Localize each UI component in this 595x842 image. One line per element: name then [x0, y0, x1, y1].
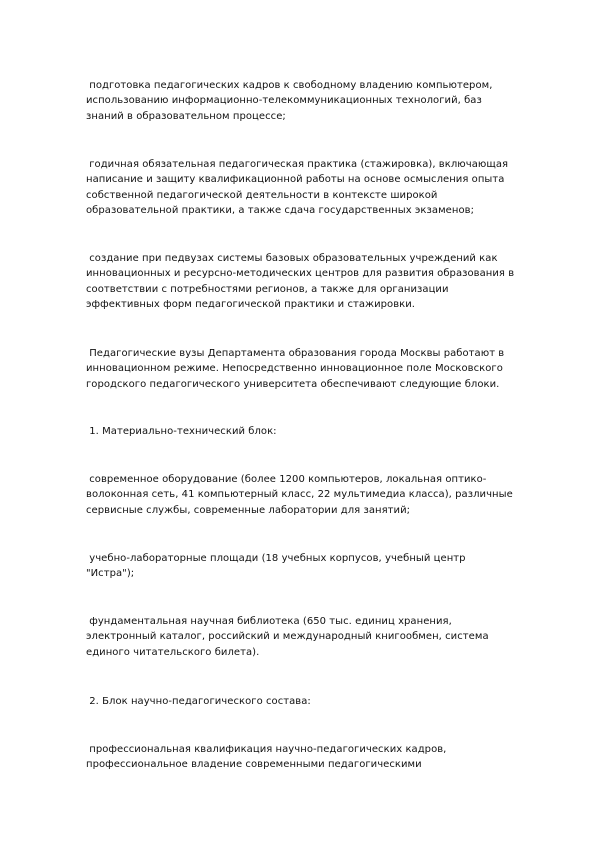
- heading-material-technical-block: 1. Материально-технический блок:: [86, 426, 277, 437]
- paragraph-computer-training: подготовка педагогических кадров к свободному владению компьютером, использованию информационно-телекоммуникационных технологий, баз знаний в образовательном процессе;: [86, 80, 493, 122]
- paragraph-moscow-universities: Педагогические вузы Департамента образования города Москвы работают в инновационном режиме. Непосредственно инновационное поле Московского городского педагогического университета обеспечивают следующие блоки.: [86, 348, 505, 390]
- heading-academic-staff-block: 2. Блок научно-педагогического состава:: [86, 696, 311, 707]
- paragraph-modern-equipment: современное оборудование (более 1200 компьютеров, локальная оптико- волоконная сеть, 41 компьютерный класс, 22 мультимедиа класса), различные сервисные службы, современные лаборатории для занятий;: [86, 474, 513, 516]
- paragraph-lab-facilities: учебно-лабораторные площади (18 учебных корпусов, учебный центр "Истра");: [86, 553, 466, 580]
- paragraph-library: фундаментальная научная библиотека (650 тыс. единиц хранения, электронный каталог, российский и международный книгообмен, система единого читательского билета).: [86, 616, 489, 658]
- paragraph-staff-qualification: профессиональная квалификация научно-педагогических кадров, профессиональное владение современными педагогическими: [86, 744, 447, 771]
- paragraph-base-institutions: создание при педвузах системы базовых образовательных учреждений как инновационных и ресурсно-методических центров для развития образования в соответствии с потребностями регионов, а также для организации эффективных форм педагогической практики и стажировки.: [86, 253, 515, 311]
- paragraph-pedagogical-practice: годичная обязательная педагогическая практика (стажировка), включающая написание и защиту квалификационной работы на основе осмысления опыта собственной педагогической деятельности в контексте широкой образовательной практики, а также сдача государственных экзаменов;: [86, 159, 509, 217]
